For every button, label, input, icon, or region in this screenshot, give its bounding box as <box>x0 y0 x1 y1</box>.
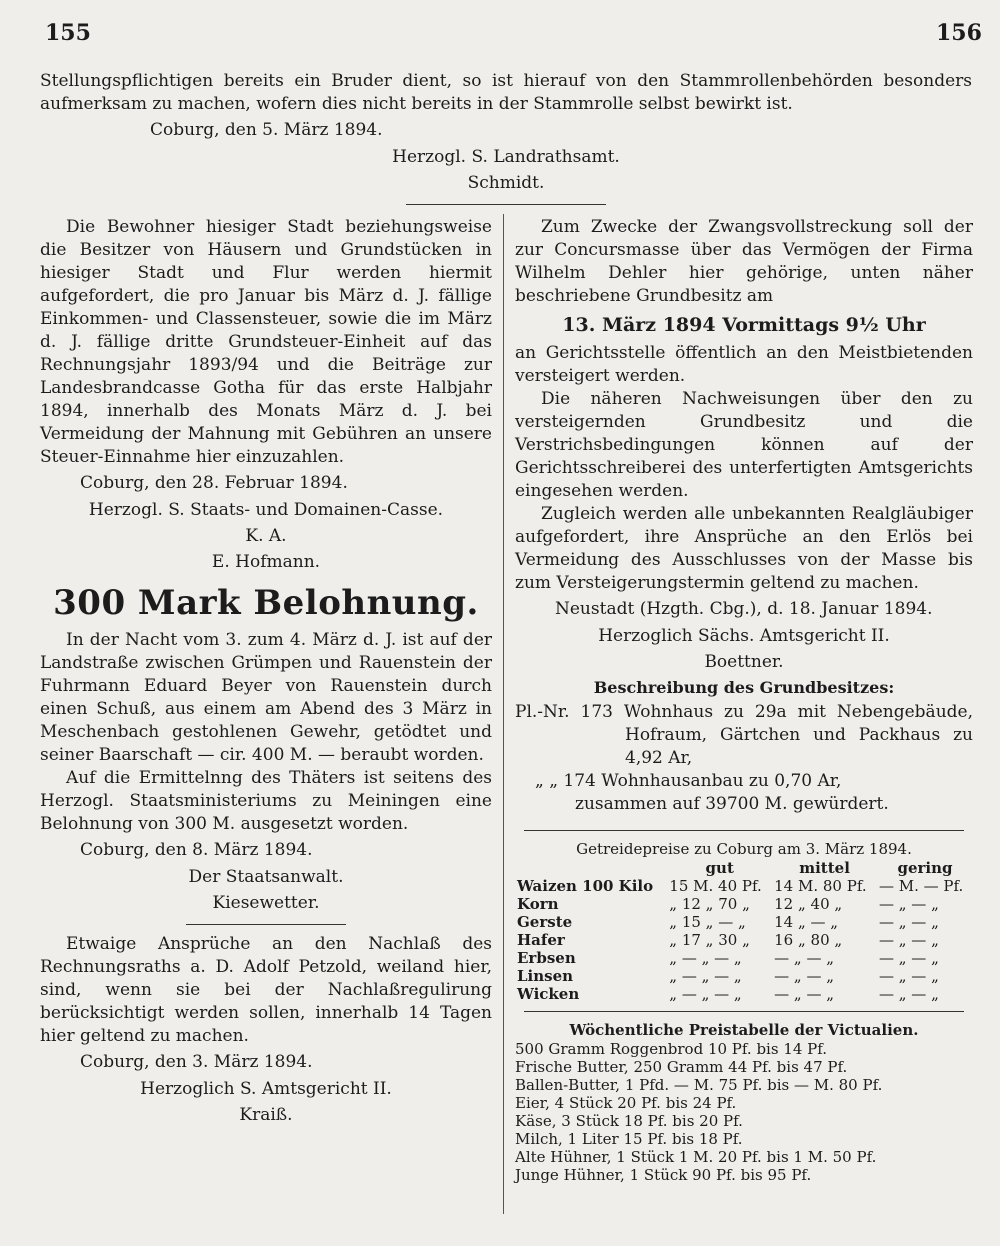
divider <box>406 204 606 205</box>
price-gut: „ — „ — „ <box>669 967 742 985</box>
price-mittel: 16 „ 80 „ <box>774 931 843 949</box>
price-gering: — „ — „ <box>879 913 939 931</box>
header-gering: gering <box>897 859 953 877</box>
victuals-title: Wöchentliche Preistabelle der Victualien. <box>569 1021 919 1039</box>
list-item: Eier, 4 Stück 20 Pf. bis 24 Pf. <box>515 1094 737 1112</box>
price-mittel: 12 „ 40 „ <box>774 895 843 913</box>
divider <box>524 1011 964 1012</box>
grain-name: Wicken <box>517 985 580 1003</box>
price-gut: „ — „ — „ <box>669 985 742 1003</box>
page-number-left: 155 <box>45 20 91 46</box>
grain-prices-title: Getreidepreise zu Coburg am 3. März 1894. <box>576 840 912 858</box>
divider <box>524 830 964 831</box>
list-item: Ballen-Butter, 1 Pfd. — M. 75 Pf. bis — M. 80 Pf. <box>515 1076 883 1094</box>
price-gering: — „ — „ <box>879 931 939 949</box>
table-row <box>515 877 973 895</box>
list-item: 500 Gramm Roggenbrod 10 Pf. bis 14 Pf. <box>515 1040 828 1058</box>
auction-text-2: an Gerichtsstelle öffentlich an den Meistbietenden versteigert werden. <box>515 343 973 386</box>
list-item: Käse, 3 Stück 18 Pf. bis 20 Pf. <box>515 1112 743 1130</box>
top-notice-office: Herzogl. S. Landrathsamt. <box>392 147 620 167</box>
grain-name: Gerste <box>517 913 573 931</box>
price-gut: „ 17 „ 30 „ <box>669 931 750 949</box>
table-row <box>515 967 973 985</box>
victuals-list <box>515 1040 973 1184</box>
property-description-title: Beschreibung des Grundbesitzes: <box>593 678 895 697</box>
price-mittel: — „ — „ <box>774 949 834 967</box>
auction-date-line: 13. März 1894 Vormittags 9½ Uhr <box>562 314 926 336</box>
auction-office: Herzoglich Sächs. Amtsgericht II. <box>598 626 890 646</box>
reward-notice <box>40 583 492 925</box>
table-row <box>515 895 973 913</box>
top-notice-signer: Schmidt. <box>467 173 545 193</box>
table-row <box>515 985 973 1003</box>
grain-name: Waizen 100 Kilo <box>517 877 654 895</box>
grain-prices-header <box>515 859 973 877</box>
price-gering: — „ — „ <box>879 985 939 1003</box>
tax-notice-text: Die Bewohner hiesiger Stadt beziehungsweise die Besitzer von Häusern und Grundstücken in hiesiger Stadt und Flur werden hiermit aufgefordert, die pro Januar bis März d. J. fällige Einkommen- und Classensteuer, sowie die im März d. J. fällige dritte Grundsteuer-Einheit auf das Rechnungsjahr 1893/94 und die Beiträge zur Landesbrandcasse Gotha für das erste Halbjahr 1894, innerhalb des Monats März d. J. bei Vermeidung der Mahnung mit Gebühren an unsere Steuer-Einnahme hier einzuzahlen. <box>40 217 492 467</box>
tax-notice-signer: E. Hofmann. <box>211 552 321 572</box>
estate-notice <box>40 933 492 1128</box>
auction-text-3: Die näheren Nachweisungen über den zu versteigernden Grundbesitz und die Verstrichsbedingungen können auf der Gerichtsschreiberei des unterfertigten Amtsgerichts eingesehen werden. <box>515 389 973 501</box>
price-gering: — M. — Pf. <box>879 877 964 895</box>
reward-date: Coburg, den 8. März 1894. <box>80 840 313 860</box>
tax-notice-office: Herzogl. S. Staats- und Domainen-Casse. <box>88 500 444 520</box>
tax-notice-abbr: K. A. <box>245 526 287 546</box>
header-mittel: mittel <box>799 859 850 877</box>
price-mittel: — „ — „ <box>774 967 834 985</box>
property-item-3: zusammen auf 39700 M. gewürdert. <box>575 794 889 814</box>
price-gering: — „ — „ <box>879 895 939 913</box>
estate-text: Etwaige Ansprüche an den Nachlaß des Rechnungsraths a. D. Adolf Petzold, weiland hier, sind, wenn sie bei der Nachlaßregulirung berücksichtigt werden sollen, innerhalb 14 Tagen hier geltend zu machen. <box>40 934 492 1046</box>
divider <box>186 924 346 925</box>
table-row <box>515 913 973 931</box>
top-notice <box>40 70 972 213</box>
right-column <box>515 216 973 1184</box>
price-gut: „ — „ — „ <box>669 949 742 967</box>
top-notice-date: Coburg, den 5. März 1894. <box>150 120 383 140</box>
reward-signer: Kiesewetter. <box>212 893 320 913</box>
reward-text-2: Auf die Ermittelnng des Thäters ist seitens des Herzogl. Staatsministeriums zu Meiningen eine Belohnung von 300 M. ausgesetzt worden. <box>40 768 492 834</box>
price-gut: „ 12 „ 70 „ <box>669 895 750 913</box>
reward-office: Der Staatsanwalt. <box>188 867 344 887</box>
estate-signer: Kraiß. <box>239 1105 293 1125</box>
list-item: Milch, 1 Liter 15 Pf. bis 18 Pf. <box>515 1130 743 1148</box>
grain-name: Korn <box>517 895 559 913</box>
page-number-right: 156 <box>936 20 982 46</box>
list-item: Frische Butter, 250 Gramm 44 Pf. bis 47 Pf. <box>515 1058 848 1076</box>
price-gering: — „ — „ <box>879 949 939 967</box>
reward-headline: 300 Mark Belohnung. <box>53 583 479 623</box>
price-mittel: 14 „ — „ <box>774 913 839 931</box>
column-rule <box>503 214 504 1214</box>
auction-text-4: Zugleich werden alle unbekannten Realgläubiger aufgefordert, ihre Ansprüche an den Erlös bei Vermeidung des Ausschlusses von der Masse bis zum Versteigerungstermin geltend zu machen. <box>515 504 973 593</box>
list-item: Junge Hühner, 1 Stück 90 Pf. bis 95 Pf. <box>515 1166 812 1184</box>
estate-office: Herzoglich S. Amtsgericht II. <box>140 1079 392 1099</box>
top-notice-text: Stellungspflichtigen bereits ein Bruder dient, so ist hierauf von den Stammrollenbehörden besonders aufmerksam zu machen, wofern dies nicht bereits in der Stammrolle selbst bewirkt ist. <box>40 71 972 114</box>
list-item: Alte Hühner, 1 Stück 1 M. 20 Pf. bis 1 M. 50 Pf. <box>515 1148 877 1166</box>
table-row <box>515 949 973 967</box>
auction-signer: Boettner. <box>704 652 784 672</box>
grain-prices-table <box>515 859 973 1003</box>
price-mittel: 14 M. 80 Pf. <box>774 877 867 895</box>
tax-notice-date: Coburg, den 28. Februar 1894. <box>80 473 348 493</box>
grain-name: Erbsen <box>517 949 576 967</box>
property-item-1: Pl.-Nr. 173 Wohnhaus zu 29a mit Nebengebäude, Hofraum, Gärtchen und Packhaus zu 4,92 Ar, <box>515 702 973 768</box>
property-item-2: „ „ 174 Wohnhausanbau zu 0,70 Ar, <box>535 771 842 791</box>
price-mittel: — „ — „ <box>774 985 834 1003</box>
grain-name: Hafer <box>517 931 565 949</box>
header-gut: gut <box>705 859 734 877</box>
reward-text-1: In der Nacht vom 3. zum 4. März d. J. ist auf der Landstraße zwischen Grümpen und Rauenstein der Fuhrmann Eduard Beyer von Rauenstein durch einen Schuß, aus einem am Abend des 3 März in Meschenbach gestohlenen Gewehr, getödtet und seiner Baarschaft — cir. 400 M. — beraubt worden. <box>40 630 492 765</box>
victuals-prices <box>515 1020 973 1184</box>
price-gut: 15 M. 40 Pf. <box>669 877 762 895</box>
tax-notice <box>40 216 492 575</box>
grain-prices <box>515 839 973 1012</box>
grain-name: Linsen <box>517 967 574 985</box>
auction-text-1: Zum Zwecke der Zwangsvollstreckung soll der zur Concursmasse über das Vermögen der Firma Wilhelm Dehler hier gehörige, unten näher beschriebene Grundbesitz am <box>515 217 973 306</box>
price-gering: — „ — „ <box>879 967 939 985</box>
auction-notice <box>515 216 973 831</box>
estate-date: Coburg, den 3. März 1894. <box>80 1052 313 1072</box>
left-column <box>40 216 492 1128</box>
price-gut: „ 15 „ — „ <box>669 913 746 931</box>
table-row <box>515 931 973 949</box>
auction-date: Neustadt (Hzgth. Cbg.), d. 18. Januar 1894. <box>555 599 933 619</box>
